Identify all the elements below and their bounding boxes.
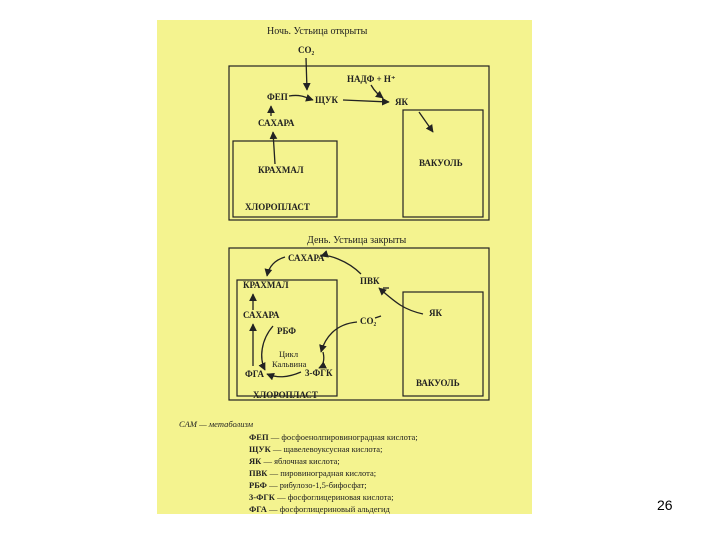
night-chloroplast-label: ХЛОРОПЛАСТ	[245, 202, 310, 212]
day-co2-label: CO₂	[360, 316, 377, 326]
day-calvin-to-pga-arrow	[319, 352, 324, 368]
legend	[179, 419, 418, 514]
day-malate-label: ЯК	[429, 308, 443, 318]
legend-title: CAM — метаболизм	[179, 419, 254, 429]
night-pep-label: ФЕП	[267, 92, 288, 102]
day-calvin-label-1: Цикл	[279, 349, 299, 359]
night-nadph-label: НАДФ + Н⁺	[347, 74, 396, 84]
night-malate-label: ЯК	[395, 97, 409, 107]
day-pyruvate-label: ПВК	[360, 276, 380, 286]
day-sugars-top-label: САХАРА	[288, 253, 325, 263]
day-co2-to-calvin-arrow	[321, 322, 357, 352]
night-nadph-arrow	[371, 85, 383, 98]
day-sugars-inner-label: САХАРА	[243, 310, 280, 320]
night-pep-to-oaa-arrow	[289, 95, 313, 100]
legend-item: РБФ — рибулозо-1,5-бифосфат;	[249, 480, 367, 490]
legend-item: ФЕП — фосфоенолпировиноградная кислота;	[249, 432, 418, 442]
day-panel	[229, 235, 489, 400]
night-malate-to-vacuole-arrow	[419, 112, 433, 132]
night-co2-arrow	[306, 58, 307, 90]
day-pyruvate-to-sugars-arrow	[321, 256, 361, 274]
page-number: 26	[657, 497, 673, 513]
day-rubp-label: РБФ	[277, 326, 297, 336]
night-co2-label: CO₂	[298, 45, 315, 55]
day-pga-to-gap-arrow	[267, 372, 301, 377]
night-vacuole-label: ВАКУОЛЬ	[419, 158, 463, 168]
legend-item: ЩУК — щавелевоуксусная кислота;	[249, 444, 383, 454]
day-sugars-to-starch-arrow	[267, 257, 285, 276]
day-gap-label: ФГА	[245, 369, 264, 379]
day-chloroplast-label: ХЛОРОПЛАСТ	[253, 390, 318, 400]
night-starch-label: КРАХМАЛ	[258, 165, 304, 175]
night-panel	[229, 26, 489, 220]
night-sugars-label: САХАРА	[258, 118, 295, 128]
cam-metabolism-diagram	[157, 20, 532, 514]
night-cell-box	[229, 66, 489, 220]
legend-item: ЯК — яблочная кислота;	[249, 456, 340, 466]
day-starch-label: КРАХМАЛ	[243, 280, 289, 290]
night-oaa-to-malate-arrow	[343, 100, 389, 102]
day-vacuole-label: ВАКУОЛЬ	[416, 378, 460, 388]
night-oaa-label: ЩУК	[315, 95, 339, 105]
day-pga-label: 3-ФГК	[305, 368, 333, 378]
day-title: День. Устьица закрыты	[307, 235, 407, 246]
legend-item: ПВК — пировиноградная кислота;	[249, 468, 377, 478]
day-calvin-label-2: Кальвина	[272, 359, 307, 369]
legend-item: 3-ФГК — фосфоглицериновая кислота;	[249, 492, 394, 502]
night-starch-to-sugars-arrow	[273, 132, 275, 164]
legend-item: ФГА — фосфоглицериновый альдегид	[249, 504, 390, 514]
night-title: Ночь. Устьица открыты	[267, 26, 368, 37]
